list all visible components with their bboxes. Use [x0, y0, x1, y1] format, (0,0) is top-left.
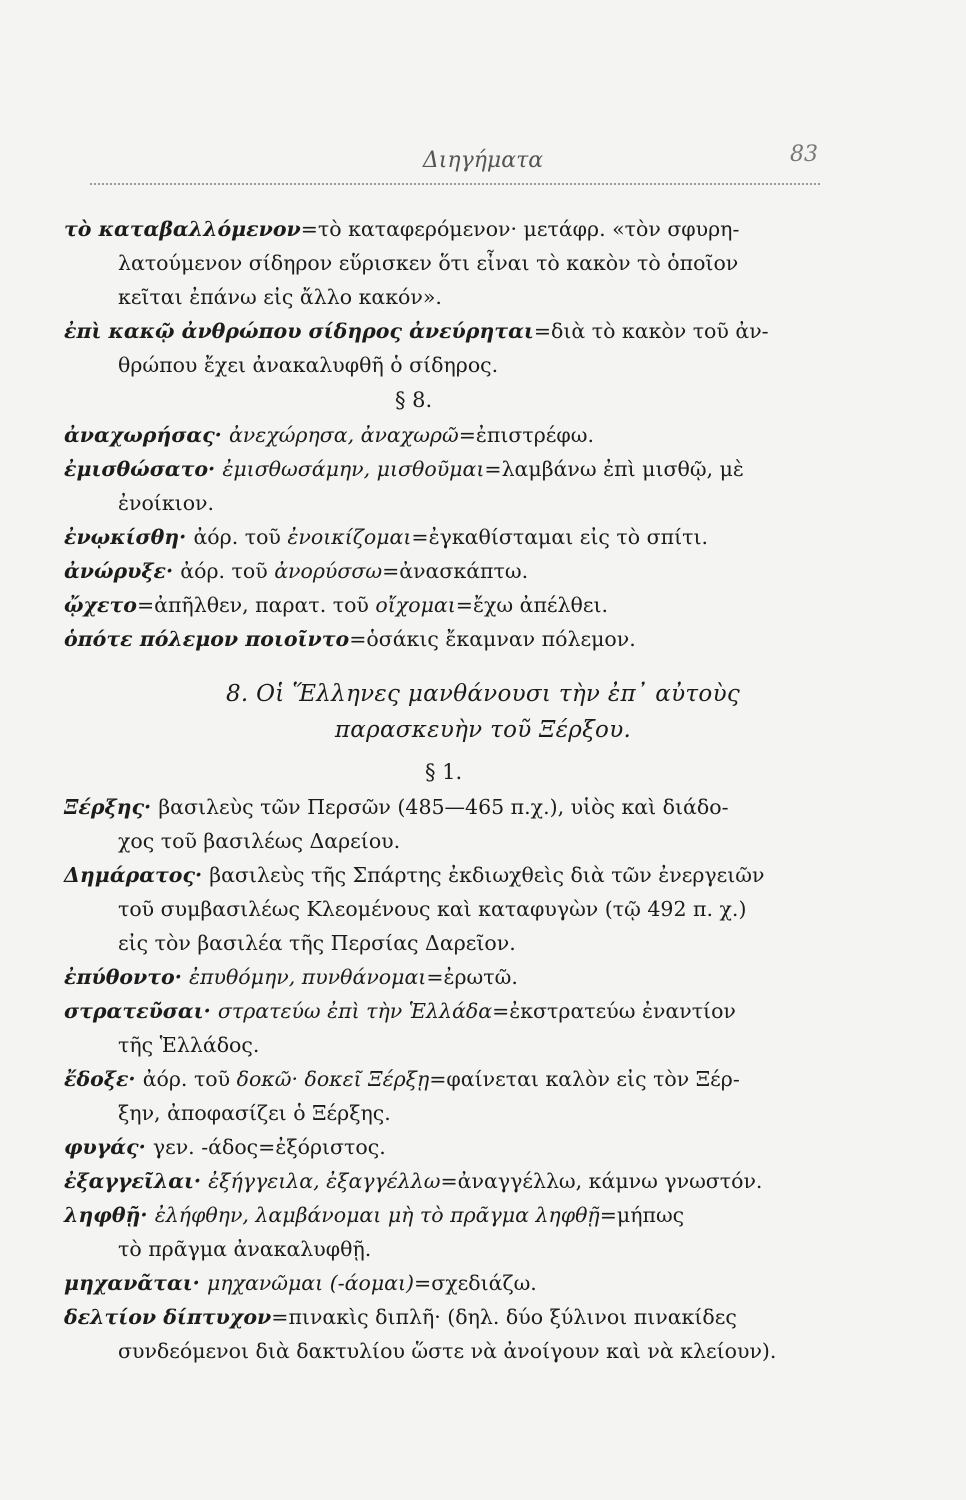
definition-text: τοῦ συμβασιλέως Κλεομένους καὶ καταφυγὼν (τῷ 492 π. χ.): [118, 897, 747, 921]
glossary-line: [64, 994, 836, 1028]
definition-text: θρώπου ἔχει ἀνακαλυφθῆ ὁ σίδηρος.: [118, 353, 499, 377]
definition-text: =φαίνεται καλὸν εἰς τὸν Ξέρ-: [429, 1067, 740, 1091]
glossary-line: [64, 790, 836, 824]
definition-text: =πινακὶς διπλῆ· (δηλ. δύο ξύλινοι πινακίδες: [271, 1305, 737, 1329]
headword: φυγάς·: [64, 1135, 153, 1159]
glossary-line: [64, 1266, 836, 1300]
gloss-italic: ἐξήγγειλα, ἐξαγγέλλω: [208, 1169, 441, 1193]
definition-text: =ἀνασκάπτω.: [382, 559, 529, 583]
definition-text: =ἐγκαθίσταμαι εἰς τὸ σπίτι.: [411, 525, 709, 549]
definition-text: =ἐκστρατεύω ἐναντίον: [492, 999, 736, 1023]
headword: ἔδοξε·: [64, 1067, 143, 1091]
definition-text: βασιλεὺς τῶν Περσῶν (485—465 π.χ.), υἱὸς καὶ διάδο-: [158, 795, 729, 819]
definition-text: εἰς τὸν βασιλέα τῆς Περσίας Δαρεῖον.: [118, 931, 516, 955]
glossary-block-3: [64, 790, 836, 1368]
definition-text: =ἐρωτῶ.: [426, 965, 518, 989]
section-8-mark: § 8.: [395, 388, 433, 412]
definition-text: βασιλεὺς τῆς Σπάρτης ἐκδιωχθεὶς διὰ τῶν ἐνεργειῶν: [209, 863, 765, 887]
headword: ἐπὶ κακῷ ἀνθρώπου σίδηρος ἀνεύρηται: [64, 319, 534, 343]
chapter-heading-line-1: 8. Οἱ Ἕλληνες μανθάνουσι τὴν ἐπ᾿ αὐτοὺς: [225, 681, 741, 707]
page-number: 83: [790, 142, 818, 167]
headword: ἐπύθοντο·: [64, 965, 190, 989]
glossary-line: [64, 280, 836, 314]
definition-text: ἀόρ. τοῦ: [193, 525, 288, 549]
glossary-block-2: [64, 418, 836, 656]
glossary-line: [64, 892, 836, 926]
gloss-italic: ἐνοικίζομαι: [287, 525, 412, 549]
definition-text: =ἔχω ἀπέλθει.: [455, 593, 609, 617]
gloss-italic: οἴχομαι: [375, 593, 456, 617]
glossary-line: [64, 1130, 836, 1164]
headword: ληφθῇ·: [64, 1203, 155, 1227]
definition-text: χος τοῦ βασιλέως Δαρείου.: [118, 829, 401, 853]
glossary-line: [64, 960, 836, 994]
gloss-italic: ἀνορύσσω: [274, 559, 383, 583]
headword: μηχανᾶται·: [64, 1271, 207, 1295]
headword: ᾤχετο: [64, 593, 137, 617]
headword: ἀναχωρήσας·: [64, 423, 229, 447]
definition-text: =ἐπιστρέφω.: [458, 423, 594, 447]
gloss-italic: ἀνεχώρησα, ἀναχωρῶ: [228, 423, 459, 447]
glossary-line: [64, 418, 836, 452]
headword: στρατεῦσαι·: [64, 999, 218, 1023]
definition-text: συνδεόμενοι διὰ δακτυλίου ὥστε νὰ ἀνοίγουν καὶ νὰ κλείουν).: [118, 1339, 777, 1363]
glossary-line: [64, 452, 836, 486]
glossary-block-1: [64, 212, 836, 382]
gloss-italic: ἐλήφθην, λαμβάνομαι μὴ τὸ πρᾶγμα ληφθῇ: [154, 1203, 600, 1227]
definition-text: =λαμβάνω ἐπὶ μισθῷ, μὲ: [484, 457, 744, 481]
definition-text: ἀόρ. τοῦ: [142, 1067, 237, 1091]
glossary-line: [64, 1300, 836, 1334]
headword: ἀνώρυξε·: [64, 559, 181, 583]
glossary-line: [64, 1028, 836, 1062]
definition-text: =μήπως: [599, 1203, 685, 1227]
definition-text: λατούμενον σίδηρον εὕρισκεν ὅτι εἶναι τὸ κακὸν τὸ ὁποῖον: [118, 251, 739, 275]
definition-text: τὸ πρᾶγμα ἀνακαλυφθῇ.: [118, 1237, 372, 1261]
glossary-line: [64, 926, 836, 960]
glossary-line: [64, 824, 836, 858]
headword: ἐνῳκίσθη·: [64, 525, 194, 549]
definition-text: τῆς Ἑλλάδος.: [118, 1033, 260, 1057]
page-body: [0, 212, 966, 1368]
definition-text: ξην, ἀποφασίζει ὁ Ξέρξης.: [118, 1101, 391, 1125]
headword: Ξέρξης·: [64, 795, 159, 819]
glossary-line: [64, 1334, 836, 1368]
glossary-line: [64, 520, 836, 554]
chapter-heading-line-2: παρασκευὴν τοῦ Ξέρξου.: [334, 717, 632, 743]
definition-text: =ἀπῆλθεν, παρατ. τοῦ: [136, 593, 376, 617]
definition-text: ἐνοίκιον.: [118, 491, 215, 515]
definition-text: =ἀναγγέλλω, κάμνω γνωστόν.: [440, 1169, 763, 1193]
glossary-line: [64, 588, 836, 622]
gloss-italic: ἐπυθόμην, πυνθάνομαι: [189, 965, 427, 989]
glossary-line: [64, 1232, 836, 1266]
definition-text: γεν. -άδος=ἐξόριστος.: [152, 1135, 386, 1159]
glossary-line: [64, 212, 836, 246]
glossary-line: [64, 314, 836, 348]
gloss-italic: ἐμισθωσάμην, μισθοῦμαι: [222, 457, 485, 481]
glossary-line: [64, 1164, 836, 1198]
glossary-line: [64, 348, 836, 382]
glossary-line: [64, 486, 836, 520]
glossary-line: [64, 858, 836, 892]
headword: δελτίον δίπτυχον: [64, 1305, 272, 1329]
gloss-italic: δοκῶ· δοκεῖ Ξέρξῃ: [236, 1067, 430, 1091]
running-title: Διηγήματα: [422, 148, 544, 173]
glossary-line: [64, 246, 836, 280]
definition-text: =ὁσάκις ἔκαμναν πόλεμον.: [349, 627, 636, 651]
glossary-line: [64, 1062, 836, 1096]
definition-text: =σχεδιάζω.: [414, 1271, 537, 1295]
headword: ἐξαγγεῖλαι·: [64, 1169, 209, 1193]
section-1-mark: § 1.: [425, 760, 463, 784]
headword: Δημάρατος·: [64, 863, 210, 887]
gloss-italic: μηχανῶμαι (-άομαι): [206, 1271, 415, 1295]
headword: ἐμισθώσατο·: [64, 457, 223, 481]
glossary-line: [64, 554, 836, 588]
definition-text: ἀόρ. τοῦ: [180, 559, 275, 583]
definition-text: κεῖται ἐπάνω εἰς ἄλλο κακόν».: [118, 285, 442, 309]
header-rule: [90, 183, 820, 185]
headword: τὸ καταβαλλόμενον: [64, 217, 301, 241]
glossary-line: [64, 1096, 836, 1130]
definition-text: =διὰ τὸ κακὸν τοῦ ἀν-: [533, 319, 769, 343]
definition-text: =τὸ καταφερόμενον· μετάφρ. «τὸν σφυρη-: [300, 217, 740, 241]
headword: ὁπότε πόλεμον ποιοῖντο: [64, 627, 350, 651]
glossary-line: [64, 1198, 836, 1232]
gloss-italic: στρατεύω ἐπὶ τὴν Ἑλλάδα: [217, 999, 493, 1023]
glossary-line: [64, 622, 836, 656]
